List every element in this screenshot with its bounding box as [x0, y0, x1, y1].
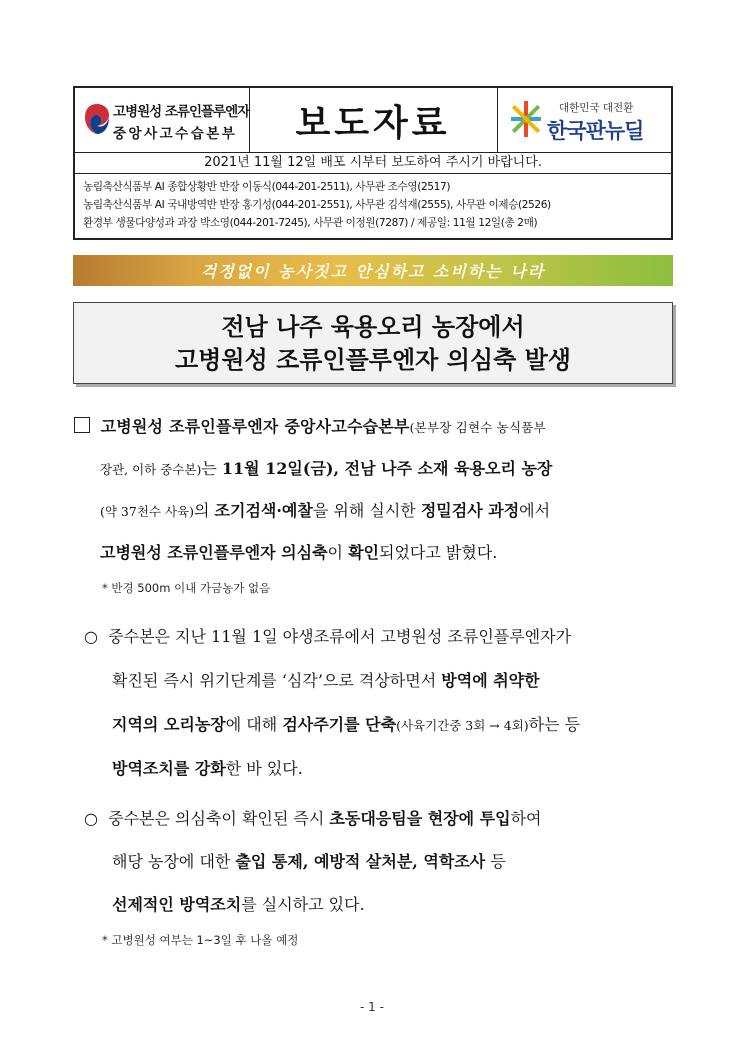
- contact-line: 농림축산식품부 AI 국내방역반 반장 홍기성(044-201-2551), 사무관 김석재(2555), 사무관 이제승(2526): [83, 199, 551, 211]
- para1-note: * 반경 500m 이내 가금농가 없음: [102, 581, 271, 595]
- press-release-header: [73, 86, 673, 240]
- para1-text: 11월 12일(금), 전남 나주 소재 육용오리 농장: [221, 459, 553, 478]
- org-cell: [75, 88, 250, 152]
- slogan-cell: [497, 88, 671, 152]
- para1-text: 정밀검사 과정: [420, 501, 520, 520]
- headline-box: [73, 302, 673, 384]
- para1-small: (본부장 김현수 농식품부: [409, 420, 546, 435]
- para3-text: 해당 농장에 대한: [112, 852, 236, 871]
- square-bullet-icon: [74, 417, 90, 433]
- contact-line: 환경부 생물다양성과 과장 박소영(044-201-7245), 사무관 이정원(7287) / 제공일: 11월 12일(총 2매): [83, 217, 538, 229]
- government-emblem-icon: [83, 102, 111, 136]
- para1-text: 는: [201, 459, 222, 478]
- banner-text: 걱정없이 농사짓고 안심하고 소비하는 나라: [200, 262, 546, 281]
- para3-text: 를 실시하고 있다.: [241, 895, 365, 914]
- header-top-row: [75, 88, 671, 153]
- para2-line4: [112, 756, 303, 779]
- title-cell: [249, 88, 498, 152]
- para3-line2: [112, 849, 506, 872]
- para2-text: 에 대해: [225, 715, 283, 734]
- page-title: 보도자료: [295, 102, 451, 144]
- para2-line1: [84, 624, 571, 647]
- para1-line2: [100, 456, 552, 479]
- slogan-banner: [73, 255, 673, 286]
- para3-text: 등: [485, 852, 506, 871]
- slogan-main: 한국판뉴딜: [547, 119, 644, 143]
- para2-line3: [112, 712, 580, 735]
- contact-line: 농림축산식품부 AI 종합상황반 반장 이동식(044-201-2511), 사무관 조수영(2517): [83, 181, 451, 193]
- para3-text: 초동대응팀을 현장에 투입: [329, 809, 511, 828]
- para2-line2: [112, 668, 540, 691]
- para2-text: 검사주기를 단축: [282, 715, 397, 734]
- para3-line1: [84, 806, 542, 829]
- korean-new-deal-logo-icon: [509, 98, 543, 140]
- circle-bullet-icon: ○: [84, 627, 98, 646]
- para1-text: 고병원성 조류인플루엔자 중앙사고수습본부: [100, 417, 410, 436]
- org-name-line2: 중앙사고수습본부: [113, 126, 238, 142]
- release-notice: 2021년 11월 12일 배포 시부터 보도하여 주시기 바랍니다.: [75, 152, 671, 174]
- para1-text: 을 위해 실시한: [312, 501, 421, 520]
- para1-line3: [100, 498, 550, 521]
- para1-line1: [74, 414, 546, 437]
- para2-text: 확진된 즉시 위기단계를 ‘심각’으로 격상하면서: [112, 671, 442, 690]
- page-number: - 1 -: [360, 1000, 384, 1014]
- para1-text: 이: [327, 543, 349, 562]
- para2-text: 방역조치를 강화: [112, 759, 226, 778]
- para2-small: (사육기간중 3회 → 4회): [396, 718, 529, 733]
- para1-text: 확인: [348, 543, 379, 562]
- para3-text: 중수본은 의심축이 확인된 즉시: [108, 809, 330, 828]
- circle-bullet-icon: ○: [84, 809, 98, 828]
- para1-text: 고병원성 조류인플루엔자 의심축: [100, 543, 328, 562]
- headline-line2: 고병원성 조류인플루엔자 의심축 발생: [174, 346, 571, 374]
- org-name-line1: 고병원성 조류인플루엔자: [113, 104, 250, 120]
- para1-line4: [100, 540, 497, 563]
- para1-text: 의: [193, 501, 215, 520]
- para3-text: 하여: [510, 809, 542, 828]
- para1-text: 조기검색·예찰: [214, 501, 313, 520]
- para2-text: 하는 등: [528, 715, 581, 734]
- para1-text: 에서: [519, 501, 551, 520]
- para3-text: 출입 통제, 예방적 살처분, 역학조사: [235, 852, 486, 871]
- para1-small: 장관, 이하 중수본): [100, 462, 202, 477]
- slogan-small: 대한민국 대전환: [559, 102, 634, 114]
- para1-small: (약 37천수 사육): [100, 504, 194, 519]
- para3-text: 선제적인 방역조치: [112, 895, 242, 914]
- headline-line1: 전남 나주 육용오리 농장에서: [221, 313, 525, 341]
- para3-line3: [112, 892, 365, 915]
- para3-note: * 고병원성 여부는 1~3일 후 나올 예정: [102, 933, 299, 947]
- para1-text: 되었다고 밝혔다.: [379, 543, 498, 562]
- para2-text: 방역에 취약한: [441, 671, 540, 690]
- para2-text: 중수본은 지난 11월 1일 야생조류에서 고병원성 조류인플루엔자가: [108, 627, 572, 646]
- contact-list: [83, 178, 551, 232]
- para2-text: 한 바 있다.: [225, 759, 303, 778]
- para2-text: 지역의 오리농장: [112, 715, 226, 734]
